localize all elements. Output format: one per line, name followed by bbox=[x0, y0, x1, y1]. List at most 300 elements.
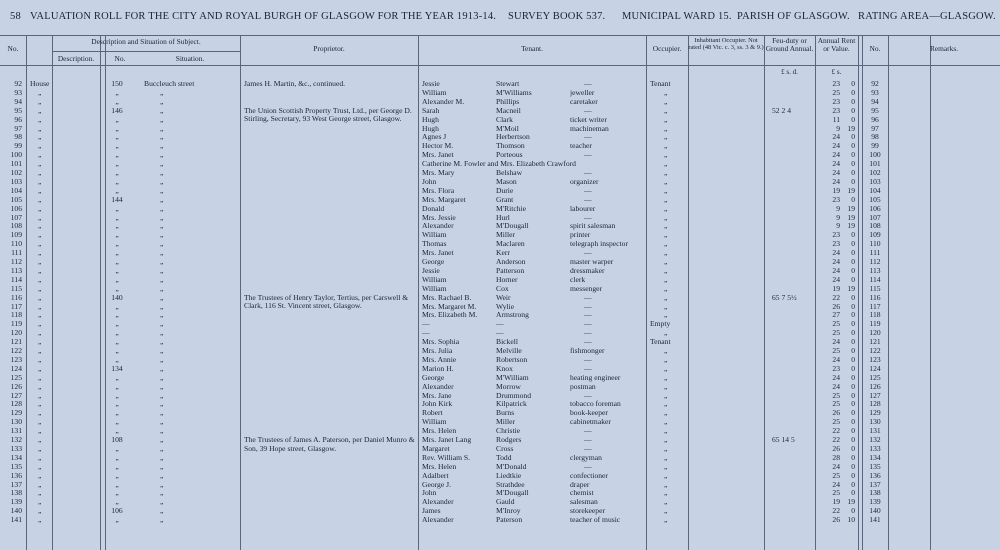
row-tenant-forename: William bbox=[422, 231, 447, 240]
row-description: „ bbox=[38, 231, 42, 240]
row-street-number: „ bbox=[115, 382, 119, 391]
row-number: 122 bbox=[10, 347, 22, 355]
row-tenant-surname: Macneil bbox=[496, 106, 521, 115]
row-number: 131 bbox=[10, 427, 22, 436]
row-number-right: 92 bbox=[871, 80, 879, 88]
row-situation: „ bbox=[160, 311, 164, 320]
row-occupier: „ bbox=[664, 266, 668, 275]
row-tenant-surname: M'Dougall bbox=[496, 222, 529, 231]
row-street-number: „ bbox=[115, 186, 119, 195]
row-occupation: heating engineer bbox=[570, 373, 621, 382]
row-number: 93 bbox=[14, 88, 22, 97]
row-feuduty: 65 14 5 bbox=[772, 436, 795, 444]
row-tenant-surname: — bbox=[496, 329, 504, 338]
row-number-right: 117 bbox=[869, 302, 881, 311]
row-tenant-forename: Sarah bbox=[422, 106, 440, 115]
row-description: „ bbox=[38, 489, 42, 498]
row-number-right: 131 bbox=[869, 427, 881, 436]
row-street-number: „ bbox=[115, 347, 119, 355]
feuduty-units: £ s. d. bbox=[781, 68, 798, 76]
row-rent-shillings: 0 bbox=[851, 462, 855, 471]
row-number: 128 bbox=[10, 400, 22, 409]
row-occupier: „ bbox=[664, 169, 668, 177]
row-number: 127 bbox=[10, 391, 22, 400]
row-occupier: „ bbox=[664, 222, 668, 231]
row-number: 125 bbox=[10, 373, 22, 382]
row-situation: „ bbox=[160, 240, 164, 249]
row-tenant-surname: Liedtkie bbox=[496, 471, 522, 480]
row-tenant-surname: Maclaren bbox=[496, 240, 525, 249]
row-situation: Buccleuch street bbox=[144, 80, 195, 88]
row-number: 107 bbox=[10, 213, 22, 222]
row-occupier: „ bbox=[664, 204, 668, 213]
row-street-number: „ bbox=[115, 142, 119, 151]
row-situation: „ bbox=[160, 88, 164, 97]
row-rent-pounds: 26 bbox=[832, 516, 840, 525]
row-rent-shillings: 19 bbox=[847, 124, 855, 133]
row-rent-shillings: 0 bbox=[851, 177, 855, 186]
row-tenant-forename: Mrs. Sophia bbox=[422, 338, 460, 347]
row-occupation: — bbox=[584, 186, 592, 195]
row-number-right: 123 bbox=[869, 355, 881, 364]
row-rent-shillings: 0 bbox=[851, 355, 855, 364]
row-number: 126 bbox=[10, 382, 22, 391]
row-rent-pounds: 24 bbox=[832, 169, 840, 177]
row-rent-pounds: 19 bbox=[832, 284, 840, 293]
row-number: 120 bbox=[10, 329, 22, 338]
col-header-remarks: Remarks. bbox=[929, 44, 959, 53]
row-occupation: storekeeper bbox=[570, 507, 605, 516]
row-rent-pounds: 22 bbox=[832, 436, 840, 444]
row-situation: „ bbox=[160, 302, 164, 311]
row-street-number: 140 bbox=[111, 293, 123, 302]
row-occupation: — bbox=[584, 444, 592, 453]
row-number-right: 107 bbox=[869, 213, 881, 222]
row-tenant-forename: Mrs. Annie bbox=[422, 355, 457, 364]
row-situation: „ bbox=[160, 186, 164, 195]
row-rent-pounds: 25 bbox=[832, 347, 840, 355]
row-rent-pounds: 24 bbox=[832, 275, 840, 284]
row-number-right: 114 bbox=[869, 275, 881, 284]
row-rent-pounds: 25 bbox=[832, 320, 840, 329]
row-number: 117 bbox=[10, 302, 22, 311]
row-occupier: „ bbox=[664, 427, 668, 436]
row-situation: „ bbox=[160, 284, 164, 293]
row-number-right: 129 bbox=[869, 409, 881, 418]
row-rent-shillings: 19 bbox=[847, 498, 855, 507]
row-street-number: „ bbox=[115, 249, 119, 258]
row-occupier: „ bbox=[664, 364, 668, 373]
row-situation: „ bbox=[160, 160, 164, 169]
row-tenant-forename: Margaret bbox=[422, 444, 450, 453]
row-tenant-forename: Rev. William S. bbox=[422, 453, 470, 462]
row-rent-shillings: 0 bbox=[851, 338, 855, 347]
row-occupier: „ bbox=[664, 453, 668, 462]
row-occupation: machineman bbox=[570, 124, 609, 133]
row-occupation: — bbox=[584, 391, 592, 400]
row-description: „ bbox=[38, 204, 42, 213]
row-occupation: — bbox=[584, 213, 592, 222]
row-street-number: „ bbox=[115, 266, 119, 275]
row-number-right: 128 bbox=[869, 400, 881, 409]
row-tenant-forename: Mrs. Margaret bbox=[422, 195, 466, 204]
row-occupier: „ bbox=[664, 177, 668, 186]
row-rent-shillings: 0 bbox=[851, 427, 855, 436]
row-number: 110 bbox=[10, 240, 22, 249]
row-situation: „ bbox=[160, 249, 164, 258]
row-number: 140 bbox=[10, 507, 22, 516]
row-occupier: „ bbox=[664, 151, 668, 160]
row-number: 138 bbox=[10, 489, 22, 498]
row-rent-shillings: 19 bbox=[847, 213, 855, 222]
row-number-right: 97 bbox=[871, 124, 879, 133]
row-situation: „ bbox=[160, 338, 164, 347]
row-rent-pounds: 24 bbox=[832, 338, 840, 347]
row-street-number: „ bbox=[115, 204, 119, 213]
row-occupation: — bbox=[584, 364, 592, 373]
row-rent-shillings: 0 bbox=[851, 142, 855, 151]
row-number: 101 bbox=[10, 160, 22, 169]
row-situation: „ bbox=[160, 373, 164, 382]
row-rent-shillings: 0 bbox=[851, 471, 855, 480]
row-number-right: 95 bbox=[871, 106, 879, 115]
row-number: 135 bbox=[10, 462, 22, 471]
row-number: 114 bbox=[10, 275, 22, 284]
row-situation: „ bbox=[160, 275, 164, 284]
row-rent-shillings: 10 bbox=[847, 516, 855, 525]
row-number: 121 bbox=[10, 338, 22, 347]
row-occupier: „ bbox=[664, 231, 668, 240]
row-description: „ bbox=[38, 391, 42, 400]
row-tenant-forename: William bbox=[422, 418, 447, 427]
row-street-number: „ bbox=[115, 160, 119, 169]
row-description: „ bbox=[38, 444, 42, 453]
row-occupation: book-keeper bbox=[570, 409, 608, 418]
row-tenant-forename: John bbox=[422, 489, 437, 498]
row-tenant-surname: Horner bbox=[496, 275, 518, 284]
row-street-number: „ bbox=[115, 320, 119, 329]
row-number-right: 125 bbox=[869, 373, 881, 382]
row-occupation: dressmaker bbox=[570, 266, 605, 275]
row-description: „ bbox=[38, 275, 42, 284]
row-rent-pounds: 23 bbox=[832, 97, 840, 106]
row-description: „ bbox=[38, 453, 42, 462]
row-occupation: master warper bbox=[570, 258, 614, 266]
row-occupier: „ bbox=[664, 124, 668, 133]
row-number: 106 bbox=[10, 204, 22, 213]
row-occupier: „ bbox=[664, 311, 668, 320]
row-number: 100 bbox=[10, 151, 22, 160]
row-situation: „ bbox=[160, 258, 164, 266]
row-rent-shillings: 0 bbox=[851, 293, 855, 302]
row-tenant-forename: Mrs. Mary bbox=[422, 169, 455, 177]
row-occupier: „ bbox=[664, 258, 668, 266]
row-tenant-surname: Durie bbox=[496, 186, 514, 195]
row-street-number: „ bbox=[115, 124, 119, 133]
row-number: 141 bbox=[10, 516, 22, 525]
row-description: „ bbox=[38, 88, 42, 97]
row-occupation: draper bbox=[570, 480, 590, 489]
row-situation: „ bbox=[160, 480, 164, 489]
row-number-right: 100 bbox=[869, 151, 881, 160]
row-tenant-forename: James bbox=[422, 507, 441, 516]
row-tenant-forename: Mrs. Flora bbox=[422, 186, 455, 195]
row-description: „ bbox=[38, 240, 42, 249]
row-tenant-surname: M'William bbox=[496, 373, 529, 382]
row-tenant-surname: Patterson bbox=[496, 266, 525, 275]
row-rent-shillings: 0 bbox=[851, 249, 855, 258]
col-header-desc-group: Description and Situation of Subject. bbox=[91, 37, 201, 46]
row-rent-pounds: 24 bbox=[832, 373, 840, 382]
row-occupation: printer bbox=[570, 231, 591, 240]
row-tenant-surname: M'Donald bbox=[496, 462, 527, 471]
row-tenant-surname: — bbox=[496, 320, 504, 329]
row-street-number: „ bbox=[115, 97, 119, 106]
row-number: 139 bbox=[10, 498, 22, 507]
row-description: „ bbox=[38, 338, 42, 347]
row-rent-pounds: 24 bbox=[832, 142, 840, 151]
row-description: „ bbox=[38, 516, 42, 525]
row-rent-pounds: 23 bbox=[832, 364, 840, 373]
row-tenant-surname: Todd bbox=[496, 453, 512, 462]
row-tenant-forename: John bbox=[422, 177, 437, 186]
row-tenant-surname: Kerr bbox=[496, 249, 510, 258]
row-description: „ bbox=[38, 151, 42, 160]
row-rent-pounds: 25 bbox=[832, 489, 840, 498]
row-street-number: „ bbox=[115, 400, 119, 409]
col-header-description: Description. bbox=[57, 54, 95, 63]
row-description: „ bbox=[38, 498, 42, 507]
row-tenant-forename: George bbox=[422, 258, 445, 266]
row-description: „ bbox=[38, 186, 42, 195]
row-occupation: chemist bbox=[570, 489, 594, 498]
row-situation: „ bbox=[160, 106, 164, 115]
row-description: „ bbox=[38, 480, 42, 489]
row-tenant-surname: Phillips bbox=[496, 97, 520, 106]
page-number: 58 bbox=[10, 11, 21, 22]
row-situation: „ bbox=[160, 222, 164, 231]
row-tenant-forename: Hugh bbox=[422, 115, 439, 124]
row-street-number: „ bbox=[115, 133, 119, 142]
row-tenant-forename: Mrs. Helen bbox=[422, 462, 457, 471]
proprietor-entry: James H. Martin, &c., continued. bbox=[244, 79, 346, 88]
row-tenant-forename: Hugh bbox=[422, 124, 439, 133]
row-number: 105 bbox=[10, 195, 22, 204]
row-number-right: 119 bbox=[869, 320, 881, 329]
row-tenant-forename: Mrs. Janet bbox=[422, 151, 454, 160]
row-description: „ bbox=[38, 427, 42, 436]
row-rent-shillings: 0 bbox=[851, 444, 855, 453]
row-situation: „ bbox=[160, 471, 164, 480]
row-street-number: „ bbox=[115, 231, 119, 240]
row-street-number: „ bbox=[115, 151, 119, 160]
row-tenant-forename: Hector M. bbox=[422, 142, 454, 151]
col-header-tenant: Tenant. bbox=[521, 44, 543, 53]
row-number-right: 132 bbox=[869, 436, 881, 444]
row-rent-pounds: 23 bbox=[832, 80, 840, 88]
row-rent-shillings: 19 bbox=[847, 222, 855, 231]
row-situation: „ bbox=[160, 427, 164, 436]
row-rent-shillings: 0 bbox=[851, 97, 855, 106]
survey-book: SURVEY BOOK 537. bbox=[508, 11, 606, 22]
row-street-number: „ bbox=[115, 213, 119, 222]
row-description: „ bbox=[38, 195, 42, 204]
row-occupier: „ bbox=[664, 471, 668, 480]
row-occupier: „ bbox=[664, 382, 668, 391]
row-occupation: — bbox=[584, 169, 592, 177]
row-occupier: „ bbox=[664, 391, 668, 400]
row-rent-pounds: 24 bbox=[832, 382, 840, 391]
row-rent-shillings: 19 bbox=[847, 204, 855, 213]
row-situation: „ bbox=[160, 329, 164, 338]
row-situation: „ bbox=[160, 462, 164, 471]
row-tenant-surname: Clark bbox=[496, 115, 513, 124]
row-situation: „ bbox=[160, 320, 164, 329]
row-street-number: „ bbox=[115, 453, 119, 462]
row-occupier: „ bbox=[664, 302, 668, 311]
row-occupation: teacher of music bbox=[570, 516, 621, 525]
row-tenant-surname: Robertson bbox=[496, 355, 528, 364]
row-rent-pounds: 9 bbox=[836, 204, 840, 213]
row-rent-pounds: 23 bbox=[832, 106, 840, 115]
row-street-number: „ bbox=[115, 169, 119, 177]
row-number-right: 93 bbox=[871, 88, 879, 97]
row-rent-pounds: 28 bbox=[832, 453, 840, 462]
row-tenant-surname: Strathdee bbox=[496, 480, 525, 489]
row-rent-shillings: 0 bbox=[851, 436, 855, 444]
row-rent-pounds: 27 bbox=[832, 311, 840, 320]
row-description: „ bbox=[38, 471, 42, 480]
row-number: 132 bbox=[10, 436, 22, 444]
row-street-number: „ bbox=[115, 222, 119, 231]
row-street-number: „ bbox=[115, 418, 119, 427]
row-rent-shillings: 0 bbox=[851, 364, 855, 373]
row-tenant-surname: Cross bbox=[496, 444, 514, 453]
row-occupier: „ bbox=[664, 284, 668, 293]
row-situation: „ bbox=[160, 195, 164, 204]
row-rent-pounds: 9 bbox=[836, 124, 840, 133]
row-occupation: salesman bbox=[570, 498, 598, 507]
row-street-number: „ bbox=[115, 115, 119, 124]
row-tenant-forename: William bbox=[422, 275, 447, 284]
row-rent-shillings: 0 bbox=[851, 195, 855, 204]
row-tenant-surname: Thomson bbox=[496, 142, 525, 151]
row-rent-shillings: 0 bbox=[851, 418, 855, 427]
row-tenant-forename: Robert bbox=[422, 409, 443, 418]
row-tenant-surname: Herbertson bbox=[496, 133, 530, 142]
row-situation: „ bbox=[160, 409, 164, 418]
row-number-right: 127 bbox=[869, 391, 881, 400]
col-header-inhabitant: Inhabitant Occupier. Not rated (48 Vic. c. 3, ss. 3 & 9.) bbox=[688, 37, 764, 52]
row-rent-pounds: 26 bbox=[832, 444, 840, 453]
row-situation: „ bbox=[160, 498, 164, 507]
row-number-right: 98 bbox=[871, 133, 879, 142]
row-situation: „ bbox=[160, 231, 164, 240]
column-rule bbox=[858, 35, 859, 550]
row-number: 94 bbox=[14, 97, 22, 106]
valuation-table bbox=[0, 35, 1000, 550]
row-occupation: — bbox=[584, 320, 592, 329]
row-number: 112 bbox=[10, 258, 22, 266]
row-street-number: „ bbox=[115, 311, 119, 320]
row-rent-pounds: 24 bbox=[832, 151, 840, 160]
parish: PARISH OF GLASGOW. bbox=[737, 11, 850, 22]
row-tenant-forename: Alexander bbox=[422, 516, 454, 525]
row-description: „ bbox=[38, 160, 42, 169]
row-situation: „ bbox=[160, 266, 164, 275]
row-street-number: „ bbox=[115, 498, 119, 507]
row-tenant-forename: George bbox=[422, 373, 445, 382]
row-rent-pounds: 25 bbox=[832, 329, 840, 338]
row-occupier: „ bbox=[664, 88, 668, 97]
col-header-no2: No. bbox=[869, 44, 881, 53]
row-rent-pounds: 22 bbox=[832, 507, 840, 516]
row-number-right: 139 bbox=[869, 498, 881, 507]
row-occupation: — bbox=[584, 302, 592, 311]
row-situation: „ bbox=[160, 489, 164, 498]
row-number: 115 bbox=[10, 284, 22, 293]
row-rent-pounds: 24 bbox=[832, 258, 840, 266]
row-situation: „ bbox=[160, 418, 164, 427]
row-occupier: „ bbox=[664, 97, 668, 106]
row-number-right: 133 bbox=[869, 444, 881, 453]
row-description: „ bbox=[38, 115, 42, 124]
row-occupation: — bbox=[584, 427, 592, 436]
row-rent-pounds: 24 bbox=[832, 133, 840, 142]
row-description: „ bbox=[38, 124, 42, 133]
row-tenant-forename: Thomas bbox=[422, 240, 447, 249]
row-rent-shillings: 0 bbox=[851, 88, 855, 97]
column-rule bbox=[26, 35, 27, 550]
row-description: „ bbox=[38, 364, 42, 373]
row-tenant-surname: Morrow bbox=[496, 382, 521, 391]
row-tenant-surname: Miller bbox=[496, 231, 515, 240]
row-rent-shillings: 0 bbox=[851, 453, 855, 462]
row-occupier: „ bbox=[664, 186, 668, 195]
row-number-right: 108 bbox=[869, 222, 881, 231]
row-number-right: 104 bbox=[869, 186, 881, 195]
row-tenant-surname: Weir bbox=[496, 293, 511, 302]
row-rent-pounds: 25 bbox=[832, 391, 840, 400]
row-tenant-surname: Paterson bbox=[496, 516, 523, 525]
row-situation: „ bbox=[160, 382, 164, 391]
row-number-right: 130 bbox=[869, 418, 881, 427]
column-rule bbox=[815, 35, 816, 550]
row-description: „ bbox=[38, 106, 42, 115]
row-number-right: 113 bbox=[869, 266, 881, 275]
row-situation: „ bbox=[160, 516, 164, 525]
row-description: „ bbox=[38, 284, 42, 293]
row-number-right: 116 bbox=[869, 293, 881, 302]
row-rent-shillings: 0 bbox=[851, 391, 855, 400]
row-tenant-forename: Donald bbox=[422, 204, 445, 213]
row-street-number: „ bbox=[115, 373, 119, 382]
row-occupation: — bbox=[584, 462, 592, 471]
row-number: 92 bbox=[14, 80, 22, 88]
row-occupation: postman bbox=[570, 382, 596, 391]
row-tenant-surname: Porteous bbox=[496, 151, 523, 160]
row-number: 123 bbox=[10, 355, 22, 364]
row-tenant-forename: Marion H. bbox=[422, 364, 454, 373]
row-occupation: ticket writer bbox=[570, 115, 607, 124]
row-occupier: „ bbox=[664, 329, 668, 338]
column-rule bbox=[888, 35, 889, 550]
row-tenant-surname: Anderson bbox=[496, 258, 526, 266]
row-number-right: 135 bbox=[869, 462, 881, 471]
rating-area: RATING AREA—GLASGOW. bbox=[858, 11, 996, 22]
row-occupier: „ bbox=[664, 489, 668, 498]
row-number: 102 bbox=[10, 169, 22, 177]
